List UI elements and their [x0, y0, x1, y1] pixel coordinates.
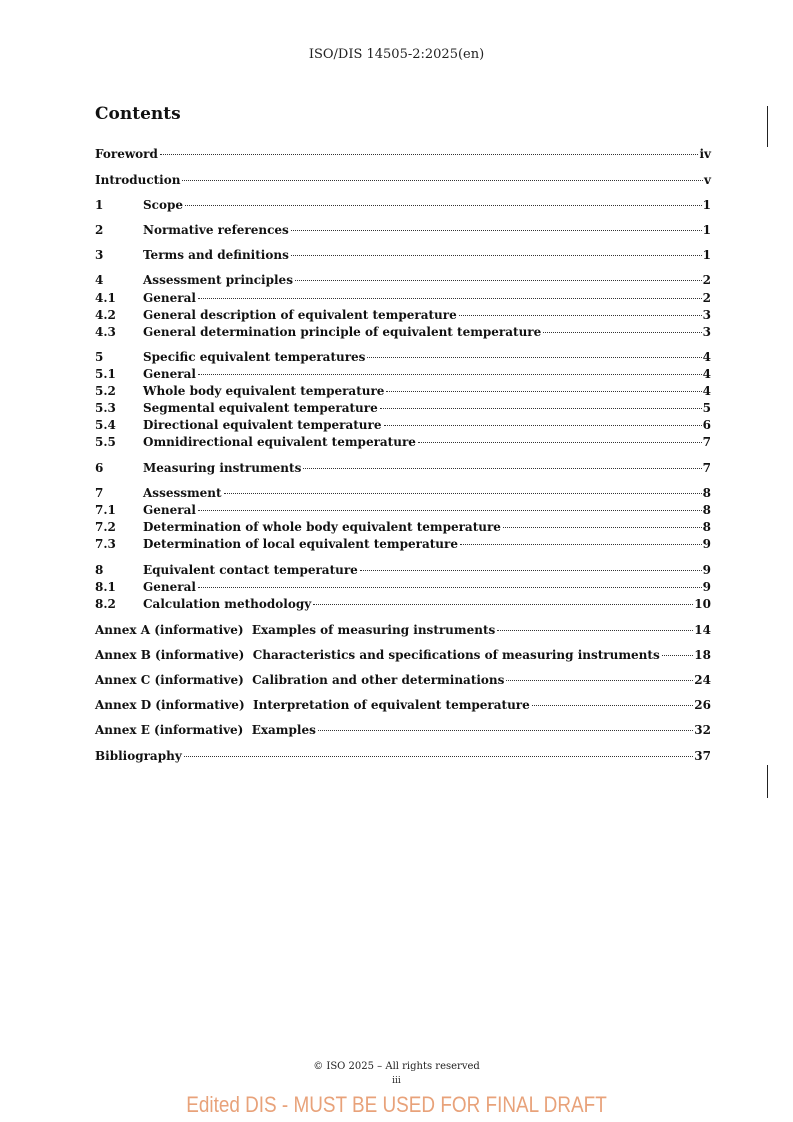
toc-page: 8 — [702, 503, 711, 517]
toc-label: Foreword — [95, 147, 158, 161]
toc-number: 7.3 — [95, 537, 116, 551]
toc-label: Segmental equivalent temperature — [143, 401, 378, 415]
toc-leader — [291, 230, 702, 231]
toc-number: 5.4 — [95, 418, 116, 432]
toc-entry-5-3[interactable] — [95, 401, 711, 418]
toc-entry-4-2[interactable] — [95, 308, 711, 325]
toc-label: Determination of whole body equivalent temperature — [143, 520, 501, 534]
toc-leader — [198, 298, 702, 299]
toc-label: Directional equivalent temperature — [143, 418, 382, 432]
toc-leader — [160, 154, 699, 155]
toc-number: 1 — [95, 198, 104, 212]
toc-leader — [185, 205, 702, 206]
toc-label: Equivalent contact temperature — [143, 563, 358, 577]
toc-leader — [184, 756, 694, 757]
toc-number: 7.1 — [95, 503, 116, 517]
toc-leader — [303, 468, 701, 469]
toc-page: iv — [699, 147, 711, 161]
toc-leader — [198, 510, 702, 511]
change-bar — [767, 765, 768, 798]
toc-leader — [291, 255, 702, 256]
toc-number: 8 — [95, 563, 104, 577]
toc-number: 2 — [95, 223, 104, 237]
toc-label: General determination principle of equivalent temperature — [143, 325, 542, 339]
toc-leader — [198, 587, 702, 588]
toc-label: Annex C (informative) Calibration and other determinations — [95, 673, 505, 687]
document-header: ISO/DIS 14505-2:2025(en) — [308, 47, 485, 62]
toc-leader — [367, 357, 701, 358]
toc-number: 4 — [95, 273, 104, 287]
toc-leader — [662, 655, 694, 656]
toc-label: General description of equivalent temperature — [143, 308, 457, 322]
toc-entry-7[interactable] — [95, 486, 711, 503]
toc-number: 7.2 — [95, 520, 116, 534]
toc-entry-4-3[interactable] — [95, 325, 711, 342]
toc-page: 24 — [694, 673, 711, 687]
toc-number: 4.1 — [95, 291, 116, 305]
toc-page: 3 — [702, 308, 711, 322]
toc-leader — [380, 408, 702, 409]
toc-label: Measuring instruments — [143, 461, 302, 475]
toc-number: 5.3 — [95, 401, 116, 415]
toc-leader — [386, 391, 701, 392]
toc-entry-3[interactable] — [95, 248, 711, 265]
toc-entry-2[interactable] — [95, 223, 711, 240]
toc-leader — [543, 332, 701, 333]
toc-label: Annex A (informative) Examples of measuring instruments — [95, 623, 496, 637]
toc-number: 4.2 — [95, 308, 116, 322]
toc-label: Determination of local equivalent temperature — [143, 537, 458, 551]
toc-entry-foreword[interactable] — [95, 147, 711, 164]
toc-page: 3 — [702, 325, 711, 339]
toc-entry-introduction[interactable] — [95, 173, 711, 190]
toc-number: 6 — [95, 461, 104, 475]
toc-entry-7-3[interactable] — [95, 537, 711, 554]
toc-entry-8-2[interactable] — [95, 597, 711, 614]
change-bar — [767, 106, 768, 147]
toc-page: 26 — [694, 698, 711, 712]
toc-leader — [459, 315, 702, 316]
toc-entry-7-2[interactable] — [95, 520, 711, 537]
toc-page: 10 — [694, 597, 711, 611]
toc-label: Omnidirectional equivalent temperature — [143, 435, 416, 449]
toc-label: Annex B (informative) Characteristics and specifications of measuring instruments — [95, 648, 660, 662]
page-number: iii — [392, 1076, 401, 1086]
toc-leader — [198, 374, 702, 375]
toc-label: General — [143, 367, 196, 381]
toc-page: 4 — [702, 350, 711, 364]
toc-entry-6[interactable] — [95, 461, 711, 478]
copyright-notice: © ISO 2025 – All rights reserved — [313, 1061, 480, 1072]
toc-page: 37 — [694, 749, 711, 763]
toc-leader — [313, 604, 693, 605]
toc-label: Whole body equivalent temperature — [143, 384, 385, 398]
toc-page: 7 — [702, 461, 711, 475]
toc-label: Bibliography — [95, 749, 182, 763]
toc-label: Annex D (informative) Interpretation of equivalent temperature — [95, 698, 530, 712]
page-title: Contents — [95, 104, 181, 124]
toc-label: Assessment principles — [143, 273, 293, 287]
toc-leader — [532, 705, 694, 706]
toc-leader — [460, 544, 702, 545]
toc-number: 7 — [95, 486, 104, 500]
toc-page: 1 — [702, 223, 711, 237]
toc-label: Introduction — [95, 173, 181, 187]
toc-entry-annex-d[interactable] — [95, 698, 711, 715]
toc-leader — [506, 680, 693, 681]
toc-entry-4[interactable] — [95, 273, 711, 290]
toc-label: Terms and definitions — [143, 248, 289, 262]
toc-label: Annex E (informative) Examples — [95, 723, 316, 737]
toc-number: 4.3 — [95, 325, 116, 339]
toc-page: 18 — [694, 648, 711, 662]
toc-entry-bibliography[interactable] — [95, 749, 711, 766]
toc-leader — [418, 442, 702, 443]
toc-label: General — [143, 503, 196, 517]
toc-number: 5.2 — [95, 384, 116, 398]
toc-leader — [360, 570, 702, 571]
toc-page: 9 — [702, 580, 711, 594]
toc-page: 9 — [702, 563, 711, 577]
toc-number: 5 — [95, 350, 104, 364]
toc-leader — [497, 630, 693, 631]
toc-entry-5-5[interactable] — [95, 435, 711, 452]
toc-leader — [182, 180, 703, 181]
toc-label: General — [143, 291, 196, 305]
toc-leader — [295, 280, 702, 281]
toc-page: 5 — [702, 401, 711, 415]
toc-label: Assessment — [143, 486, 222, 500]
toc-page: 9 — [702, 537, 711, 551]
toc-leader — [503, 527, 702, 528]
toc-page: 14 — [694, 623, 711, 637]
toc-page: 2 — [702, 273, 711, 287]
toc-label: Scope — [143, 198, 184, 212]
toc-number: 5.5 — [95, 435, 116, 449]
toc-entry-annex-e[interactable] — [95, 723, 711, 740]
toc-entry-5[interactable] — [95, 350, 711, 367]
toc-entry-5-4[interactable] — [95, 418, 711, 435]
toc-entry-annex-c[interactable] — [95, 673, 711, 690]
toc-entry-5-2[interactable] — [95, 384, 711, 401]
toc-page: 32 — [694, 723, 711, 737]
toc-number: 3 — [95, 248, 104, 262]
toc-page: 1 — [702, 198, 711, 212]
toc-label: General — [143, 580, 196, 594]
toc-entry-annex-b[interactable] — [95, 648, 711, 665]
toc-label: Calculation methodology — [143, 597, 312, 611]
toc-number: 8.1 — [95, 580, 116, 594]
toc-label: Normative references — [143, 223, 289, 237]
toc-entry-8-1[interactable] — [95, 580, 711, 597]
toc-page: 8 — [702, 486, 711, 500]
toc-label: Specific equivalent temperatures — [143, 350, 366, 364]
draft-watermark: Edited DIS - MUST BE USED FOR FINAL DRAFT — [186, 1092, 607, 1117]
toc-leader — [384, 425, 702, 426]
toc-entry-1[interactable] — [95, 198, 711, 215]
toc-page: 4 — [702, 384, 711, 398]
toc-leader — [224, 493, 702, 494]
toc-entry-8[interactable] — [95, 563, 711, 580]
toc-number: 5.1 — [95, 367, 116, 381]
toc-entry-4-1[interactable] — [95, 291, 711, 308]
toc-page: 2 — [702, 291, 711, 305]
toc-entry-annex-a[interactable] — [95, 623, 711, 640]
toc-number: 8.2 — [95, 597, 116, 611]
toc-entry-7-1[interactable] — [95, 503, 711, 520]
toc-page: v — [704, 173, 711, 187]
toc-page: 7 — [702, 435, 711, 449]
toc-entry-5-1[interactable] — [95, 367, 711, 384]
toc-page: 8 — [702, 520, 711, 534]
toc-page: 1 — [702, 248, 711, 262]
toc-leader — [318, 730, 693, 731]
toc-page: 6 — [702, 418, 711, 432]
toc-page: 4 — [702, 367, 711, 381]
